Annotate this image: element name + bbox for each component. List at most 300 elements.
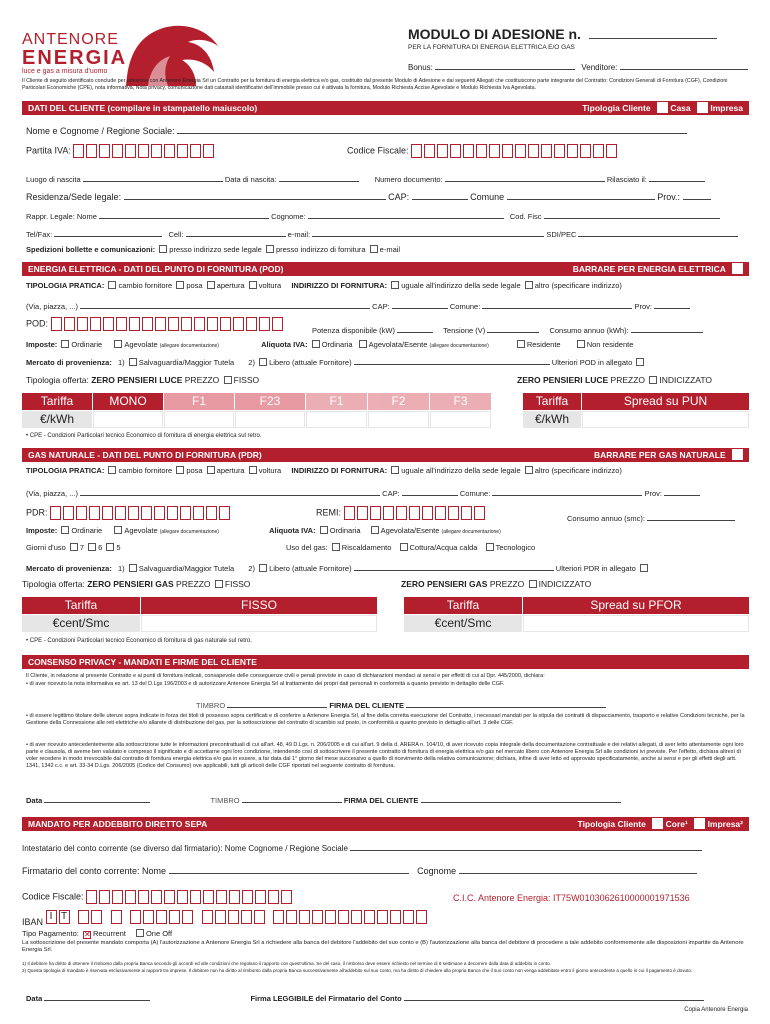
luce-cap-field[interactable]	[392, 299, 448, 309]
gas-unit-cell: €cent/Smc	[22, 615, 140, 632]
luce-ordinarie-label: Ordinarie	[71, 340, 103, 349]
luce-mercato-row	[26, 355, 646, 367]
rilasciato-label: Rilasciato il:	[606, 175, 647, 184]
gas-libero-field[interactable]	[354, 561, 554, 571]
sped-email-checkbox[interactable]	[370, 245, 378, 253]
rappr-cognome-field[interactable]	[308, 209, 504, 219]
residente-checkbox[interactable]	[517, 340, 525, 348]
clc-text: C.I.C. Antenore Energia: IT75W0103062610000001971536	[453, 893, 690, 903]
zp-gas-ind-label: ZERO PENSIERI GAS	[401, 579, 488, 589]
gas-m1-label: 1)	[117, 564, 125, 573]
luce-m2-label: 2)	[248, 358, 255, 367]
uso-label: Uso del gas:	[286, 543, 328, 552]
luce-comune-label: Comune:	[449, 302, 481, 311]
sepa-impresa-checkbox[interactable]	[694, 818, 705, 829]
luce-consumo-field[interactable]	[631, 323, 703, 333]
gas-ordinaria-checkbox[interactable]	[320, 526, 328, 534]
cap-field[interactable]	[412, 190, 468, 200]
data-nascita-label: Data di nascita:	[224, 175, 277, 184]
gas-indicizzato-checkbox[interactable]	[529, 580, 537, 588]
piva-row	[26, 144, 216, 158]
remi-boxes[interactable]	[344, 506, 487, 520]
gas-tariffa-ind-cell: Tariffa	[404, 597, 522, 614]
luce-f23-value[interactable]	[235, 411, 305, 428]
form-subtitle: PER LA FORNITURA DI ENERGIA ELETTRICA E/O GAS	[408, 44, 575, 51]
sped-sede-checkbox[interactable]	[159, 245, 167, 253]
numero-doc-label: Numero documento:	[374, 175, 443, 184]
luce-barrare-checkbox[interactable]	[732, 263, 743, 274]
gas-indirizzo-label: INDIRIZZO DI FORNITURA:	[291, 466, 388, 475]
tipo-pag-label: Tipo Pagamento:	[22, 929, 79, 938]
luce-prezzo-label: PREZZO	[184, 375, 220, 385]
luce-prov-label: Prov:	[634, 302, 652, 311]
gas-barrare-checkbox[interactable]	[732, 449, 743, 460]
luce-voltura-label: voltura	[258, 281, 282, 290]
spread-pfor-cell: Spread su PFOR	[523, 597, 749, 614]
telfax-field[interactable]	[54, 227, 162, 237]
luce-uguale-checkbox[interactable]	[391, 281, 399, 289]
pdr-boxes[interactable]	[50, 506, 232, 520]
sepa-tipologia	[578, 817, 743, 831]
nascita-row	[26, 172, 705, 184]
gas-apertura-checkbox[interactable]	[207, 466, 215, 474]
luce-barrare-label: BARRARE PER ENERGIA ELETTRICA	[572, 264, 726, 274]
bonus-row	[408, 60, 748, 72]
potenza-field[interactable]	[397, 323, 433, 333]
luce-prov-field[interactable]	[654, 299, 690, 309]
gas-offerta-fisso	[22, 579, 250, 589]
luogo-label: Luogo di nascita	[26, 175, 81, 184]
gas-prov-label: Prov:	[644, 489, 662, 498]
gas-prov-field[interactable]	[664, 486, 700, 496]
pdr-row	[26, 506, 232, 520]
gas-salv-checkbox[interactable]	[129, 564, 137, 572]
luce-tariffa-cell: Tariffa	[22, 393, 92, 410]
gas-voltura-label: voltura	[258, 466, 282, 475]
sdi-label: SDI/PEC	[546, 230, 577, 239]
iban-boxes[interactable]	[46, 910, 430, 924]
gas-section-title: GAS NATURALE - DATI DEL PUNTO DI FORNITURA (PDR)	[28, 450, 262, 460]
cottura-label: Cottura/Acqua calda	[409, 543, 478, 552]
logo	[22, 32, 127, 75]
timbro-label-2: TIMBRO	[210, 796, 240, 805]
tipologia-cliente	[582, 101, 743, 115]
timbro-label-1: TIMBRO	[196, 701, 226, 710]
gas-consumo-label: Consumo annuo (smc):	[567, 514, 645, 523]
numero-doc-field[interactable]	[445, 172, 605, 182]
riscaldamento-checkbox[interactable]	[332, 543, 340, 551]
gas-fisso-cell: FISSO	[141, 597, 377, 614]
copia-label: Copia Antenore Energia	[684, 1007, 748, 1013]
gas-mercato-label: Mercato di provenienza:	[26, 564, 112, 573]
luce-via-label: (Via, piazza, ...)	[26, 302, 78, 311]
luce-f1b-cell: F1	[306, 393, 367, 410]
spread-pfor-value[interactable]	[523, 615, 749, 632]
giorni-6-checkbox[interactable]	[88, 543, 96, 551]
timbro-field-1[interactable]	[227, 698, 327, 708]
zp-luce-ind-label: ZERO PENSIERI LUCE	[517, 375, 609, 385]
luce-offerta-label: Tipologia offerta:	[26, 375, 89, 385]
gas-tipologia-row	[26, 466, 622, 475]
iban-prefix-i: I	[46, 910, 57, 924]
sepa-section-title: MANDATO PER ADDEBBITO DIRETTO SEPA	[28, 819, 208, 829]
luce-tipologia-label: TIPOLOGIA PRATICA:	[26, 281, 105, 290]
gas-uguale-label: uguale all'indirizzo della sede legale	[401, 466, 521, 475]
sepa-cognome-label: Cognome	[417, 866, 457, 876]
luce-allegare-note-2: (allegare documentazione)	[429, 343, 489, 349]
gas-uguale-checkbox[interactable]	[391, 466, 399, 474]
residenza-row	[26, 190, 711, 202]
firma-cliente-field-2[interactable]	[421, 793, 621, 803]
gas-ordinarie-label: Ordinarie	[71, 526, 103, 535]
sepa-firma-field[interactable]	[404, 991, 704, 1001]
sepa-n2: 2) Questa tipologia di mandato è riservata esclusivamente ai rapporti tra imprese. Il debitore non ha diritto al rimborso dalla propria Banca successivamente all'addebito sul suo conto, ma ha diritto di chiedere alla propria Banca che il suo conto non venga addebitato entro il giorno antecedente a quello in cui il pagamento è dovuto.	[22, 968, 693, 973]
cottura-checkbox[interactable]	[400, 543, 408, 551]
sepa-section-bar	[22, 817, 749, 831]
nome-label: Nome e Cognome / Regione Sociale:	[26, 126, 175, 136]
prov-field[interactable]	[683, 190, 711, 200]
email-label: e-mail:	[287, 230, 311, 239]
casa-checkbox[interactable]	[657, 102, 668, 113]
luce-ulteriori-label: Ulteriori POD in allegato	[551, 358, 633, 367]
luce-ordinaria-checkbox[interactable]	[312, 340, 320, 348]
cell-label: Cell:	[168, 230, 184, 239]
core-checkbox[interactable]	[652, 818, 663, 829]
luce-cap-label: CAP:	[372, 302, 390, 311]
luce-f1-value[interactable]	[164, 411, 234, 428]
gas-uso-row	[26, 543, 121, 552]
nome-field[interactable]	[177, 124, 687, 134]
firma-cliente-label-1: FIRMA DEL CLIENTE	[329, 701, 404, 710]
gas-prezzo-ind-label: PREZZO	[489, 579, 525, 589]
firma-cliente-field-1[interactable]	[406, 698, 606, 708]
gas-libero-checkbox[interactable]	[259, 564, 267, 572]
cell-field[interactable]	[186, 227, 286, 237]
gas-aliquota-label: Aliquota IVA:	[269, 526, 316, 535]
comune-label: Comune	[470, 192, 505, 202]
intestatario-row	[22, 841, 702, 853]
gas-cap-field[interactable]	[402, 486, 458, 496]
sped-fornitura-checkbox[interactable]	[266, 245, 274, 253]
tecnologico-label: Tecnologico	[495, 543, 536, 552]
luce-posa-label: posa	[186, 281, 203, 290]
luce-tariffa-ind-cell: Tariffa	[523, 393, 581, 410]
rappr-label: Rappr. Legale: Nome	[26, 212, 97, 221]
cap-label: CAP:	[388, 192, 410, 202]
gas-consumo-field[interactable]	[647, 511, 735, 521]
intestatario-label: Intestatario del conto corrente (se diverso dal firmatario): Nome Cognome / Regione Sociale	[22, 844, 348, 853]
form-number-field[interactable]	[589, 29, 717, 39]
cf-row	[347, 144, 619, 158]
spread-pun-cell: Spread su PUN	[582, 393, 749, 410]
cliente-section-bar	[22, 101, 749, 115]
luce-apertura-checkbox[interactable]	[207, 281, 215, 289]
seller-label: Venditore:	[581, 63, 618, 72]
luce-voltura-checkbox[interactable]	[249, 281, 257, 289]
cf-label: Codice Fiscale:	[347, 145, 409, 156]
prov-label: Prov.:	[657, 192, 681, 202]
luce-imposte-label: Imposte:	[26, 340, 58, 349]
luce-tipologia-row	[26, 281, 622, 290]
luce-mono-value[interactable]	[93, 411, 163, 428]
giorni-7-label: 7	[79, 543, 85, 552]
gas-tipologia-label: TIPOLOGIA PRATICA:	[26, 466, 105, 475]
residente-label: Residente	[526, 340, 561, 349]
sepa-cognome-field[interactable]	[459, 864, 697, 874]
gas-offerta-label: Tipologia offerta:	[22, 579, 85, 589]
privacy-section-bar	[22, 655, 749, 669]
data-label-1: Data	[26, 796, 43, 805]
sepa-data-field[interactable]	[44, 991, 150, 1001]
luce-f2-cell: F2	[368, 393, 429, 410]
privacy-firma-row-2	[26, 793, 621, 805]
rilasciato-field[interactable]	[649, 172, 705, 182]
pod-boxes[interactable]	[51, 317, 285, 331]
gas-imposte-label: Imposte:	[26, 526, 58, 535]
gas-unit-ind-cell: €cent/Smc	[404, 615, 522, 632]
spedizioni-label: Spedizioni bollette e comunicazioni:	[26, 245, 156, 254]
seller-field[interactable]	[620, 60, 748, 70]
timbro-field-2[interactable]	[242, 793, 342, 803]
luce-indicizzato-checkbox[interactable]	[649, 376, 657, 384]
core-label: Core¹	[665, 819, 688, 829]
luce-ordinaria-label: Ordinaria	[321, 340, 353, 349]
gas-via-label: (Via, piazza, ...)	[26, 489, 78, 498]
sepa-cf-row	[22, 890, 294, 904]
luce-bar-right	[573, 262, 743, 276]
gas-ulteriori-checkbox[interactable]	[640, 564, 648, 572]
luce-m1-label: 1)	[117, 358, 125, 367]
luce-prezzo-ind-label: PREZZO	[610, 375, 646, 385]
luce-fisso-checkbox[interactable]	[224, 376, 232, 384]
cliente-section-title: DATI DEL CLIENTE (compilare in stampatello maiuscolo)	[28, 103, 258, 113]
giorni-7-checkbox[interactable]	[70, 543, 78, 551]
luce-indirizzo-label: INDIRIZZO DI FORNITURA:	[291, 281, 388, 290]
brand-bottom: ENERGIA	[22, 47, 128, 69]
luce-altro-checkbox[interactable]	[525, 281, 533, 289]
luogo-field[interactable]	[83, 172, 223, 182]
luce-comune-field[interactable]	[482, 299, 632, 309]
rappr-codfisc-field[interactable]	[544, 209, 720, 219]
gas-consumo-row	[567, 511, 735, 523]
luce-unit-ind-cell: €/kWh	[523, 411, 581, 428]
sepa-cf-boxes[interactable]	[86, 890, 294, 904]
data-nascita-field[interactable]	[279, 172, 359, 182]
sped-fornitura-label: presso indirizzo di fornitura	[275, 245, 366, 254]
gas-offerta-indicizzato	[401, 579, 591, 589]
gas-posa-label: posa	[186, 466, 203, 475]
firmatario-row	[22, 864, 697, 876]
gas-imposte-row	[26, 526, 501, 535]
privacy-p3: • di essere legittimo titolare delle utenze sopra indicate in forza dei titoli di possesso sopra certificati e di conferire a Antenore Energia Srl, al fine della corretta esecuzione del Contratto, i necessari mandati per la stipula dei contratti di dispacciamento, trasporto e relative Condizioni tecniche, per la Gestione della Connessione alle reti elettriche e/o allarete di distribuzione del gas, per la sottoscrizione del contratto di scambio sul posto, in conformità a quanto previsto in dettaglio all'art. 3 delle CGF.	[26, 713, 745, 726]
tipologia-label: Tipologia Cliente	[582, 103, 651, 113]
sepa-n1: 1) Il debitore ha diritto di ottenere il rimborso dalla propria Banca secondo gli accordi ed alle condizioni che regolano il rapporto con quest'ultima. Se del caso, il rimborso deve essere richiesto nel termine di 8 settimane a decorrere dalla data di addebito in conto.	[22, 961, 551, 966]
gas-altro-label: altro (specificare indirizzo)	[534, 466, 622, 475]
privacy-p1: Il Cliente, in relazione al presente Contratto e ai punti di fornitura indicati, consapevole delle conseguenze civili e penali previste in caso di dichiarazioni mendaci ai sensi e per effetti di cui al Dpr. 445/2000, dichiara:	[26, 673, 545, 679]
residenza-label: Residenza/Sede legale:	[26, 192, 122, 202]
luce-via-field[interactable]	[80, 299, 370, 309]
luce-section-bar	[22, 262, 749, 276]
one-off-label: One Off	[145, 929, 173, 938]
luce-cpe-note: • CPE - Condizioni Particolari tecnico Economico di fornitura di energia elettrica sul retro.	[26, 433, 262, 439]
gas-via-field[interactable]	[80, 486, 380, 496]
zp-luce-label: ZERO PENSIERI LUCE	[91, 375, 183, 385]
luce-indicizzato-label: INDICIZZATO	[659, 375, 712, 385]
telfax-label: Tel/Fax:	[26, 230, 53, 239]
gas-voltura-checkbox[interactable]	[249, 466, 257, 474]
luce-cambio-checkbox[interactable]	[108, 281, 116, 289]
luce-mercato-label: Mercato di provenienza:	[26, 358, 112, 367]
luce-libero-field[interactable]	[354, 355, 550, 365]
intestatario-field[interactable]	[350, 841, 702, 851]
iban-row	[22, 910, 429, 927]
luce-agev-esente-checkbox[interactable]	[359, 340, 367, 348]
potenza-label: Potenza disponibile (kW)	[312, 326, 395, 335]
gas-ulteriori-label: Ulteriori PDR in allegato	[555, 564, 636, 573]
gas-altro-checkbox[interactable]	[525, 466, 533, 474]
luce-posa-checkbox[interactable]	[176, 281, 184, 289]
gas-comune-field[interactable]	[492, 486, 642, 496]
remi-row	[316, 506, 487, 520]
tipo-pagamento-row	[22, 929, 172, 939]
firmatario-label: Firmatario del conto corrente: Nome	[22, 866, 167, 876]
luce-agevolate-checkbox[interactable]	[114, 340, 122, 348]
gas-fisso-label: FISSO	[224, 579, 251, 589]
giorni-5-label: 5	[116, 543, 121, 552]
recurrent-checkbox[interactable]: ✕	[83, 930, 91, 939]
giorni-6-label: 6	[98, 543, 103, 552]
luce-consumo-label: Consumo annuo (kWh):	[549, 326, 629, 335]
intro-text: Il Cliente di seguito identificato conclude per adesione con Antenore Energia Srl un Contratto per la fornitura di energia elettrica e/o gas, costituito dal presente Modulo di Adesione e dai seguenti Allegati che costituiscono parte integrante del Contratto: Condizioni Generali di Fornitura (CGF), Condizioni Particolari Economiche (CPE), nota informativa, Nota privacy, comunicazione dati catastali identificativi dell'immobile presso cui è attivata la fornitura, Modulo Richiesta Accise Agevolate e Modulo Richiesta Iva Agevolata.	[22, 78, 728, 91]
rappr-row	[26, 209, 720, 221]
non-residente-label: Non residente	[586, 340, 634, 349]
luce-agev-esente-label: Agevolata/Esente	[368, 340, 428, 349]
luce-f3-value[interactable]	[430, 411, 491, 428]
non-residente-checkbox[interactable]	[577, 340, 585, 348]
pod-label: POD:	[26, 318, 49, 329]
gas-barrare-label: BARRARE PER GAS NATURALE	[594, 450, 726, 460]
cf-boxes[interactable]	[411, 144, 619, 158]
firmatario-nome-field[interactable]	[169, 864, 409, 874]
gas-section-bar	[22, 448, 749, 462]
gas-allegare-note: (allegare documentazione)	[159, 529, 219, 535]
casa-label: Casa	[670, 103, 691, 113]
luce-altro-label: altro (specificare indirizzo)	[534, 281, 622, 290]
luce-mono-cell: MONO	[93, 393, 163, 410]
gas-agev-esente-checkbox[interactable]	[371, 526, 379, 534]
bonus-field[interactable]	[435, 60, 575, 70]
sepa-data-label: Data	[26, 994, 43, 1003]
luce-section-title: ENERGIA ELETTRICA - DATI DEL PUNTO DI FORNITURA (POD)	[28, 264, 284, 274]
luce-f1-cell: F1	[164, 393, 234, 410]
luce-cambio-label: cambio fornitore	[118, 281, 173, 290]
data-field-1[interactable]	[44, 793, 150, 803]
residenza-field[interactable]	[124, 190, 386, 200]
gas-tariffa-cell: Tariffa	[22, 597, 140, 614]
gas-agevolate-label: Agevolate	[124, 526, 158, 535]
luce-offerta-fisso	[26, 375, 259, 385]
sepa-p1: La sottoscrizione del presente mandato comporta (A) l'autorizzazione a Antenore Energia Srl a richiedere alla banca del debitore l'addebito del suo conto e (B) l'autorizzazione alla banca del debitore di procedere a tale addebito conformemente alle disposizioni impartite da Antenore Energia Srl.	[22, 940, 744, 953]
luce-imposte-row	[26, 340, 633, 349]
sdi-field[interactable]	[578, 227, 738, 237]
gas-cpe-note: • CPE - Condizioni Particolari tecnico Economico di fornitura di gas naturale sul retro.	[26, 638, 252, 644]
gas-posa-checkbox[interactable]	[176, 466, 184, 474]
recurrent-label: Recurrent	[92, 929, 126, 938]
gas-fisso-checkbox[interactable]	[215, 580, 223, 588]
brand-top: ANTENORE	[22, 31, 119, 48]
luce-salv-checkbox[interactable]	[129, 358, 137, 366]
luce-potenza-row	[312, 323, 703, 335]
tecnologico-checkbox[interactable]	[486, 543, 494, 551]
spedizioni-row	[26, 245, 400, 254]
sepa-firma-label: Firma LEGGIBILE del Firmatario del Conto	[250, 994, 402, 1003]
form-title-text: MODULO DI ADESIONE n.	[408, 26, 581, 42]
rappr-cognome-label: Cognome:	[271, 212, 306, 221]
iban-prefix-t: T	[59, 910, 70, 924]
gas-fisso-value[interactable]	[141, 615, 377, 632]
luce-ulteriori-checkbox[interactable]	[636, 358, 644, 366]
luce-aliquota-label: Aliquota IVA:	[261, 340, 308, 349]
remi-label: REMI:	[316, 507, 342, 518]
sepa-cf-label: Codice Fiscale:	[22, 891, 84, 902]
gas-cambio-label: cambio fornitore	[118, 466, 173, 475]
firma-cliente-label-2: FIRMA DEL CLIENTE	[343, 796, 419, 805]
luce-f1b-value[interactable]	[306, 411, 367, 428]
impresa-checkbox[interactable]	[697, 102, 708, 113]
gas-uso-opts	[286, 543, 535, 552]
privacy-p2: • di aver ricevuto la nota informativa ex art. 13 del D.Lgs 196/2003 e di autorizzare Antenore Energia Srl al trattamento dei propri dati personali in conformità a quanto previsto in dettaglio delle CGF.	[26, 681, 505, 687]
email-field[interactable]	[312, 227, 544, 237]
sepa-impresa-label: Impresa²	[707, 819, 743, 829]
luce-offerta-indicizzato	[517, 375, 712, 385]
luce-f23-cell: F23	[235, 393, 305, 410]
luce-ordinarie-checkbox[interactable]	[61, 340, 69, 348]
giorni-5-checkbox[interactable]	[106, 543, 114, 551]
pod-row	[26, 317, 285, 331]
rappr-nome-field[interactable]	[99, 209, 269, 219]
privacy-section-title: CONSENSO PRIVACY - MANDATI E FIRME DEL CLIENTE	[28, 657, 257, 667]
luce-f3-cell: F3	[430, 393, 491, 410]
gas-libero-label: Libero (attuale Fornitore)	[269, 564, 352, 573]
giorni-label: Giorni d'uso	[26, 543, 66, 552]
gas-comune-label: Comune:	[459, 489, 491, 498]
gas-m2-label: 2)	[248, 564, 255, 573]
luce-allegare-note: (allegare documentazione)	[159, 343, 219, 349]
gas-cambio-checkbox[interactable]	[108, 466, 116, 474]
sped-email-label: e-mail	[379, 245, 401, 254]
spread-pun-value[interactable]	[582, 411, 749, 428]
privacy-p4: • di aver ricevuto antecedentemente alla sottoscrizione tutte le informazioni precontrattuali di cui all'art. 48, 49 D.Lgs. n. 206/2005 e di cui all'art. 9 della d. ARERA n. 104/10, di aver ricevuto copia integrale della documentazione contrattuale e dei relativi allegati, di aver letto attentamente ogni loro parte e clausola, di averne ben valutato e compreso il significato e di accettarne ogni loro condizione, intendendo così di sottoscrivere il presente contratto di fornitura di energia elettrica e/o gas nel mercato libero con Antenore Energia Srl alle condizioni ivi previste. Per l'effetto, dichiara altresì di voler recedere in modo irrevocabile dal contratto di fornitura energia elettrica e/o gas in essere, a far data dal 1° giorno del mese successivo a quello di ricevimento della relativa comunicazione; dichiara, infine di aver letto ed approvato specificatamente, anche ai sensi e per gli effetti degli artt. 1341, 1342 c.c. e art. 33-34 D.Lgs. 206/2005 (Codice del Consumo) ove applicabili, tutti gli articoli delle CGF riportati nel seguente contratto di fornitura.	[26, 742, 744, 769]
gas-agevolate-checkbox[interactable]	[114, 526, 122, 534]
form-title	[408, 26, 717, 42]
tagline: luce e gas a misura d'uomo	[22, 68, 108, 75]
tensione-field[interactable]	[487, 323, 539, 333]
luce-uguale-label: uguale all'indirizzo della sede legale	[401, 281, 521, 290]
nome-row	[26, 124, 687, 136]
gas-bar-right	[594, 448, 743, 462]
luce-f2-value[interactable]	[368, 411, 429, 428]
piva-boxes[interactable]	[73, 144, 216, 158]
gas-agev-esente-label: Agevolata/Esente	[380, 526, 440, 535]
one-off-checkbox[interactable]	[136, 929, 144, 937]
luce-fisso-label: FISSO	[233, 375, 260, 385]
comune-field[interactable]	[507, 190, 655, 200]
gas-ordinarie-checkbox[interactable]	[61, 526, 69, 534]
sepa-tipologia-label: Tipologia Cliente	[577, 819, 646, 829]
luce-libero-checkbox[interactable]	[259, 358, 267, 366]
gas-mercato-row	[26, 561, 650, 573]
luce-salv-label: Salvaguardia/Maggior Tutela	[138, 358, 235, 367]
